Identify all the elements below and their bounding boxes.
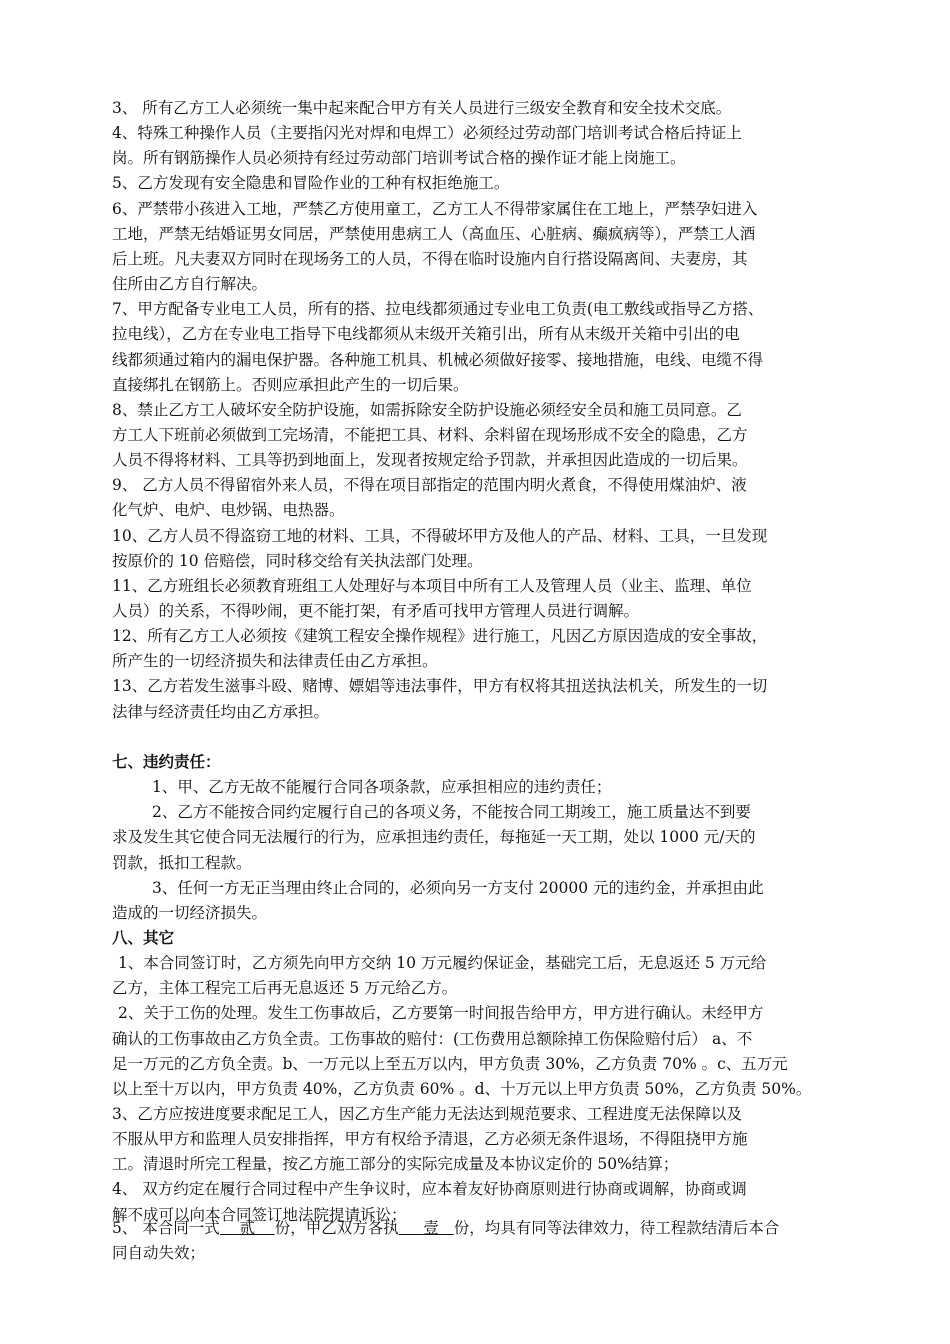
text-line: 不服从甲方和监理人员安排指挥，甲方有权给予清退，乙方必须无条件退场，不得阻挠甲方施: [112, 1130, 748, 1149]
text-line: 住所由乙方自行解决。: [112, 275, 268, 294]
clause-5-prefix: 5、 本合同一式: [112, 1219, 220, 1237]
clause-5-line: [112, 1216, 779, 1240]
text-line: 2、乙方不能按合同约定履行自己的各项义务，不能按合同工期竣工，施工质量达不到要: [152, 803, 751, 822]
text-line: 人员不得将材料、工具等扔到地面上，发现者按规定给予罚款，并承担因此造成的一切后果。: [112, 451, 748, 470]
text-line: 8、禁止乙方工人破坏安全防护设施，如需拆除安全防护设施必须经安全员和施工员同意。乙: [112, 400, 742, 419]
clause-5-middle: 份，甲乙双方各执: [274, 1219, 399, 1237]
text-line: 4、特殊工种操作人员（主要指闪光对焊和电焊工）必须经过劳动部门培训考试合格后持证上: [112, 124, 742, 143]
text-line: 2、关于工伤的处理。发生工伤事故后，乙方要第一时间报告给甲方，甲方进行确认。未经甲方: [118, 1004, 764, 1023]
text-line: 直接绑扎在钢筋上。否则应承担此产生的一切后果。: [112, 375, 469, 394]
text-line: 5、乙方发现有安全隐患和冒险作业的工种有权拒绝施工。: [112, 174, 510, 193]
text-line: 13、乙方若发生滋事斗殴、赌博、嫖娼等违法事件，甲方有权将其扭送执法机关，所发生的一切: [112, 677, 768, 696]
text-line: 7、甲方配备专业电工人员，所有的搭、拉电线都须通过专业电工负责(电工敷线或指导乙方搭、: [112, 300, 764, 319]
text-line: 9、 乙方人员不得留宿外来人员，不得在项目部指定的范围内明火煮食，不得使用煤油炉、液: [112, 476, 747, 495]
text-line: 4、 双方约定在履行合同过程中产生争议时，应本着友好协商原则进行协商或调解，协商或调: [112, 1180, 747, 1199]
text-line: 罚款，抵扣工程款。: [112, 853, 252, 872]
text-line: 求及发生其它使合同无法履行的行为，应承担违约责任，每拖延一天工期，处以 1000 元/天的: [112, 828, 756, 847]
section-heading: 八、其它: [112, 927, 175, 947]
text-line: 工地，严禁无结婚证男女同居，严禁使用患病工人（高血压、心脏病、癫疯病等），严禁工人酒: [112, 224, 756, 243]
text-line: 确认的工伤事故由乙方负全责。工伤事故的赔付：(工伤费用总额除掉工伤保险赔付后） a、不: [112, 1029, 753, 1048]
text-line: 10、乙方人员不得盗窃工地的材料、工具，不得破坏甲方及他人的产品、材料、工具，一旦发现: [112, 526, 768, 545]
text-line: 3、任何一方无正当理由终止合同的，必须向另一方支付 20000 元的违约金，并承担由此: [152, 878, 764, 897]
text-line: 12、所有乙方工人必须按《建筑工程安全操作规程》进行施工，凡因乙方原因造成的安全事故，: [112, 627, 768, 646]
text-line: 1、甲、乙方无故不能履行合同各项条款，应承担相应的违约责任；: [152, 778, 612, 797]
text-line: 3、乙方应按进度要求配足工人，因乙方生产能力无法达到规范要求、工程进度无法保障以及: [112, 1105, 742, 1123]
text-line: 11、乙方班组长必须教育班组工人处理好与本项目中所有工人及管理人员（业主、监理、单位: [112, 576, 752, 595]
copies-total-value: 贰: [239, 1219, 256, 1237]
text-line: 造成的一切经济损失。: [112, 903, 268, 922]
text-line: 工。清退时所完工程量，按乙方施工部分的实际完成量及本协议定价的 50%结算；: [112, 1155, 679, 1174]
section-heading: 七、违约责任：: [112, 751, 221, 771]
text-line: 3、 所有乙方工人必须统一集中起来配合甲方有关人员进行三级安全教育和安全技术交底。: [112, 99, 732, 117]
text-line: 人员）的关系，不得吵闹，更不能打架，有矛盾可找甲方管理人员进行调解。: [112, 602, 640, 620]
text-line: 1、本合同签订时，乙方须先向甲方交纳 10 万元履约保证金，基础完工后，无息返还 5 万元给: [118, 954, 767, 973]
copies-each-value: 壹: [423, 1219, 439, 1237]
clause-5-continuation: 同自动失效；: [112, 1244, 206, 1262]
text-line: 拉电线），乙方在专业电工指导下电线都须从末级开关箱引出，所有从末级开关箱中引出的电: [112, 325, 740, 344]
copies-total-field: [220, 1219, 275, 1237]
text-line: 足一万元的乙方负全责。b、一万元以上至五万以内，甲方负责 30%，乙方负责 70% 。c、五万元: [112, 1054, 788, 1073]
text-line: 岗。所有钢筋操作人员必须持有经过劳动部门培训考试合格的操作证才能上岗施工。: [112, 149, 686, 168]
text-line: 方工人下班前必须做到工完场清，不能把工具、材料、余料留在现场形成不安全的隐患，乙方: [112, 425, 748, 444]
text-line: 解不成可以向本合同签订地法院提请诉讼；: [112, 1205, 407, 1224]
text-line: 按原价的 10 倍赔偿，同时移交给有关执法部门处理。: [112, 551, 483, 570]
text-line: 乙方，主体工程完工后再无息返还 5 万元给乙方。: [112, 979, 458, 998]
clause-5-suffix: 份，均具有同等法律效力，待工程款结清后本合: [453, 1219, 780, 1237]
text-line: 线都须通过箱内的漏电保护器。各种施工机具、机械必须做好接零、接地措施，电线、电缆不得: [112, 350, 764, 369]
text-line: 后上班。凡夫妻双方同时在现场务工的人员，不得在临时设施内自行搭设隔离间、夫妻房，其: [112, 249, 748, 268]
text-line: 6、严禁带小孩进入工地，严禁乙方使用童工，乙方工人不得带家属住在工地上，严禁孕妇进入: [112, 199, 758, 218]
copies-each-field: [399, 1219, 454, 1237]
text-line: 化气炉、电炉、电炒锅、电热器。: [112, 501, 345, 520]
text-line: 法律与经济责任均由乙方承担。: [112, 702, 330, 721]
text-line: 所产生的一切经济损失和法律责任由乙方承担。: [112, 652, 438, 671]
text-line: 以上至十万以内，甲方负责 40%，乙方负责 60% 。d、十万元以上甲方负责 50%，乙方负责 50%。: [112, 1079, 812, 1098]
